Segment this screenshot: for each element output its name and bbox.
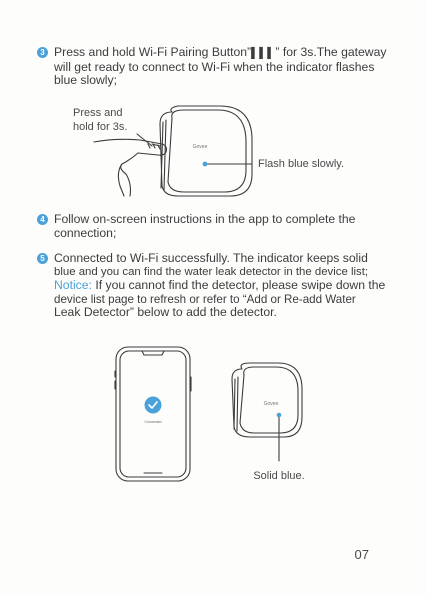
finger-outline	[94, 139, 167, 155]
press-label-line-2: hold for 3s.	[73, 121, 128, 133]
step-3-line-2: will get ready to connect to Wi-Fi when the indicator flashes	[54, 59, 375, 74]
step-4-line-1: Follow on-screen instructions in the app to complete the	[54, 212, 356, 226]
step-5	[39, 252, 411, 320]
device-brand-label: Govee	[192, 144, 208, 150]
step-3	[39, 46, 411, 88]
indicator-light-icon	[203, 162, 208, 167]
device-brand-label: Govee	[263, 401, 279, 407]
step-4-line-2: connection;	[54, 225, 117, 240]
step-5-line-2: blue and you can find the water leak detector in the device list;	[54, 265, 369, 278]
step-5-line-3	[39, 279, 411, 293]
step-5-line-1: Connected to Wi-Fi successfully. The indicator keeps solid	[54, 251, 368, 265]
page-number: 07	[354, 547, 369, 562]
step-number-badge: 5	[37, 253, 48, 264]
step-3-text-b: ” for 3s.The gateway	[275, 45, 387, 59]
step-3-line-1	[39, 46, 411, 61]
step-number-badge: 4	[37, 214, 48, 225]
step-3-text-a: Press and hold Wi-Fi Pairing Button”	[54, 45, 252, 59]
phone-outline	[116, 347, 190, 481]
press-label-line-1: Press and	[73, 107, 123, 119]
check-circle-icon	[145, 397, 162, 414]
solid-caption: Solid blue.	[253, 470, 305, 482]
detector-device-outline	[160, 106, 252, 196]
flash-caption: Flash blue slowly.	[258, 158, 344, 170]
phone-status-text: Connected	[144, 420, 162, 424]
indicator-light-icon	[277, 413, 282, 418]
detector-device-outline	[232, 363, 302, 437]
step-number-badge: 3	[37, 47, 48, 58]
connected-illustration	[110, 343, 330, 483]
step-5-line-5: Leak Detector” below to add the detector.	[54, 305, 277, 320]
notice-text: If you cannot find the detector, please swipe down the	[91, 278, 386, 293]
pairing-button-icon: ▌▌▌	[251, 48, 276, 59]
step-3-line-3: blue slowly;	[54, 73, 117, 88]
press-button-illustration	[60, 100, 390, 208]
step-4	[39, 213, 411, 240]
notice-label: Notice:	[54, 278, 92, 293]
step-5-line-4: device list page to refresh or refer to “Add or Re-add Water	[54, 292, 356, 306]
